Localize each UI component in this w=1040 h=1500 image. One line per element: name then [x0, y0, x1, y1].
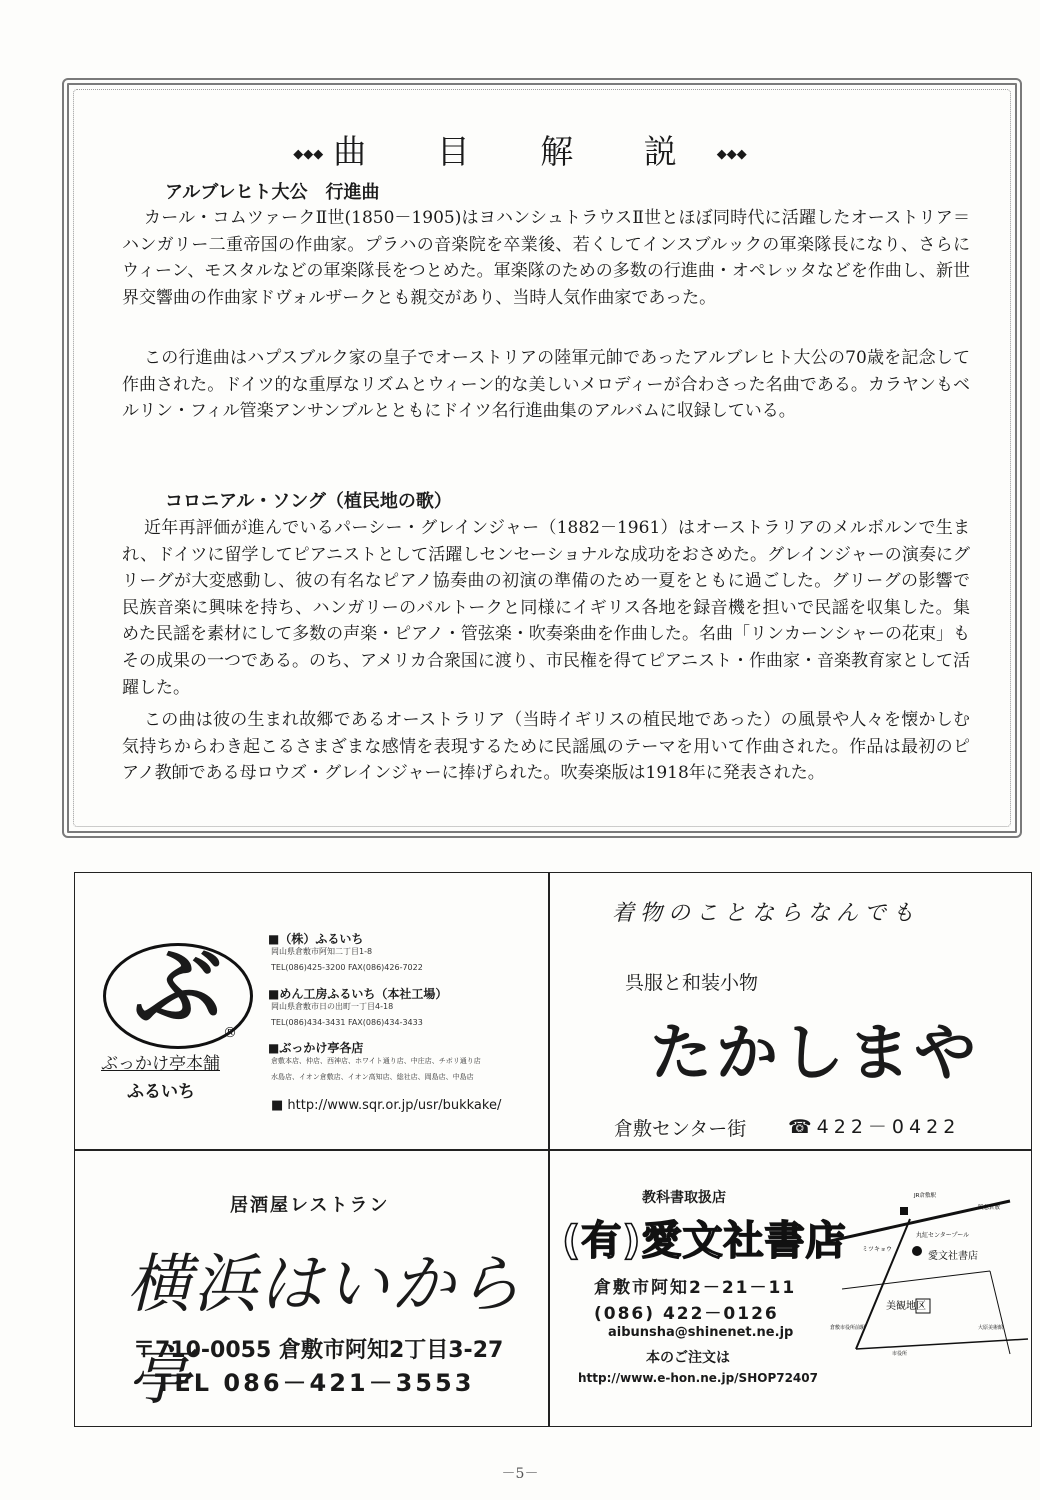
furuichi-entry1-line2: TEL(086)425-3200 FAX(086)426-7022	[271, 963, 423, 972]
map-label-bottom: 市役所	[892, 1351, 908, 1357]
takashimaya-name: たかしまや	[650, 1016, 981, 1089]
title-text: 曲 目 解 説	[333, 132, 707, 171]
page-number: －5－	[501, 1466, 539, 1482]
aibunsha-phone: (086) 422－0126	[594, 1304, 779, 1324]
page-title	[0, 126, 1040, 173]
yokohama-address: 〒710-0055 倉敷市阿知2丁目3-27	[133, 1338, 504, 1363]
paragraph-albrecht-2: この行進曲はハプスブルク家の皇子でオーストリアの陸軍元帥であったアルブレヒト大公の70歳を記念して作曲された。ドイツ的な重厚なリズムとウィーン的な美しいメロディーが合わさった名曲である。カラヤンもベルリン・フィル管楽アンサンブルとともにドイツ名行進曲集のアルバムに収録している。	[122, 348, 970, 422]
takashimaya-category: 呉服と和装小物	[625, 972, 759, 994]
aibunsha-email[interactable]: aibunsha@shinenet.ne.jp	[608, 1325, 794, 1340]
map-station-marker	[900, 1207, 908, 1215]
ad-aibunsha	[550, 1151, 1033, 1428]
aibunsha-map	[830, 1179, 1030, 1359]
paragraph-colonial-2: この曲は彼の生まれ故郷であるオーストラリア（当時イギリスの植民地であった）の風景や人々を懐かしむ気持ちからわき起こるさまざまな感情を表現するために民謡風のテーマを用いて作曲された。作品は最初のピアノ教師である母ロウズ・グレインジャーに捧げられた。吹奏楽版は1918年に発表された。	[122, 710, 970, 784]
furuichi-entry3-title: ■ぶっかけ亭各店	[268, 1041, 364, 1055]
furuichi-logo-caption1: ぶっかけ亭本舗	[101, 1054, 220, 1074]
map-label-tl2: 阪急倉敷	[978, 1205, 1001, 1211]
aibunsha-url[interactable]: http://www.e-hon.ne.jp/SHOP72407	[578, 1371, 818, 1385]
map-label-store: 愛文社書店	[928, 1251, 978, 1262]
furuichi-url[interactable]: ■ http://www.sqr.or.jp/usr/bukkake/	[271, 1098, 502, 1113]
takashimaya-tagline: 着物のことならなんでも	[612, 901, 921, 926]
map-label-tl1: JR倉敷駅	[914, 1193, 936, 1199]
aibunsha-address: 倉敷市阿知2－21－11	[594, 1278, 797, 1298]
title-ornament-right: ◆◆◆	[716, 146, 747, 162]
map-label-mitsukyo: ミツキョウ	[862, 1246, 893, 1253]
ad-yokohama-haikaratei	[75, 1151, 548, 1428]
map-label-left: 倉敷市役所前駅	[830, 1325, 866, 1331]
aibunsha-order-label: 本のご注文は	[646, 1350, 730, 1366]
paragraph-colonial-1: 近年再評価が進んでいるパーシー・グレインジャー（1882－1961）はオーストラリアのメルボルンで生まれ、ドイツに留学してピアニストとして活躍しセンセーショナルな成功をおさめた。グレインジャーの演奏にグリーグが大変感動し、彼の有名なピアノ協奏曲の初演の準備のため一夏をともに過ごした。グリーグの影響で民族音楽に興味を持ち、ハンガリーのバルトークと同様にイギリス各地を録音機を担いで民謡を収集した。集めた民謡を素材にして多数の声楽・ピアノ・管弦楽・吹奏楽曲を作曲した。名曲「リンカーンシャーの花束」もその成果の一つである。のち、アメリカ合衆国に渡り、市民権を得てピアニスト・作曲家・音楽教育家として活躍した。	[122, 518, 970, 698]
aibunsha-category: 教科書取扱店	[642, 1190, 726, 1206]
furuichi-logo-caption2: ふるいち	[127, 1082, 195, 1102]
map-label-district: 美観地区	[886, 1301, 926, 1312]
map-road-bottom	[856, 1339, 1028, 1349]
map-road-middle	[842, 1271, 990, 1289]
section-heading-albrecht: アルブレヒト大公 行進曲	[165, 182, 380, 203]
title-ornament-left: ◆◆◆	[293, 146, 324, 162]
furuichi-entry1-title: ■（株）ふるいち	[268, 932, 364, 946]
takashimaya-location: 倉敷センター街	[614, 1118, 747, 1140]
map-label-right: 大原美術館	[978, 1325, 1004, 1331]
ad-takashimaya	[550, 873, 1033, 1149]
registered-mark: ®	[223, 1025, 237, 1041]
paragraph-albrecht-1: カール・コムツァークⅡ世(1850－1905)はヨハンシュトラウスⅡ世とほぼ同時代に活躍したオーストリア＝ハンガリー二重帝国の作曲家。プラハの音楽院を卒業後、若くしてインスブルックの軍楽隊長になり、さらにウィーン、モスタルなどの軍楽隊長をつとめた。軍楽隊のための多数の行進曲・オペレッタなどを作曲し、新世界交響曲の作曲家ドヴォルザークとも親交があり、当時人気作曲家であった。	[122, 208, 970, 308]
furuichi-entry3-line1: 倉敷本店、仲店、西神店、ホワイト通り店、中庄店、チボリ通り店	[271, 1057, 481, 1065]
takashimaya-phone: ☎422－0422	[788, 1116, 961, 1138]
yokohama-name: 横浜はいから亭	[127, 1248, 523, 1414]
aibunsha-name: (有)愛文社書店	[562, 1218, 847, 1264]
advertisement-grid	[74, 872, 1032, 1427]
furuichi-entry3-line2: 水島店、イオン倉敷店、イオン高知店、総社店、岡島店、中島店	[271, 1073, 474, 1081]
furuichi-entry2-line1: 岡山県倉敷市日の出町一丁目4-18	[271, 1002, 394, 1011]
map-store-marker	[912, 1246, 922, 1256]
ad-furuichi	[75, 873, 548, 1149]
furuichi-entry1-line1: 岡山県倉敷市阿知二丁目1-8	[271, 947, 373, 956]
yokohama-phone: TEL 086－421－3553	[155, 1369, 475, 1397]
map-label-pool: 丸紅センタープール	[916, 1232, 970, 1239]
section-heading-colonial: コロニアル・ソング（植民地の歌）	[165, 491, 452, 512]
furuichi-entry2-title: ■めん工房ふるいち（本社工場）	[268, 987, 448, 1001]
furuichi-logo-char: ぶ	[133, 936, 222, 1039]
furuichi-entry2-line2: TEL(086)434-3431 FAX(086)434-3433	[271, 1018, 423, 1027]
yokohama-category: 居酒屋レストラン	[230, 1195, 390, 1216]
